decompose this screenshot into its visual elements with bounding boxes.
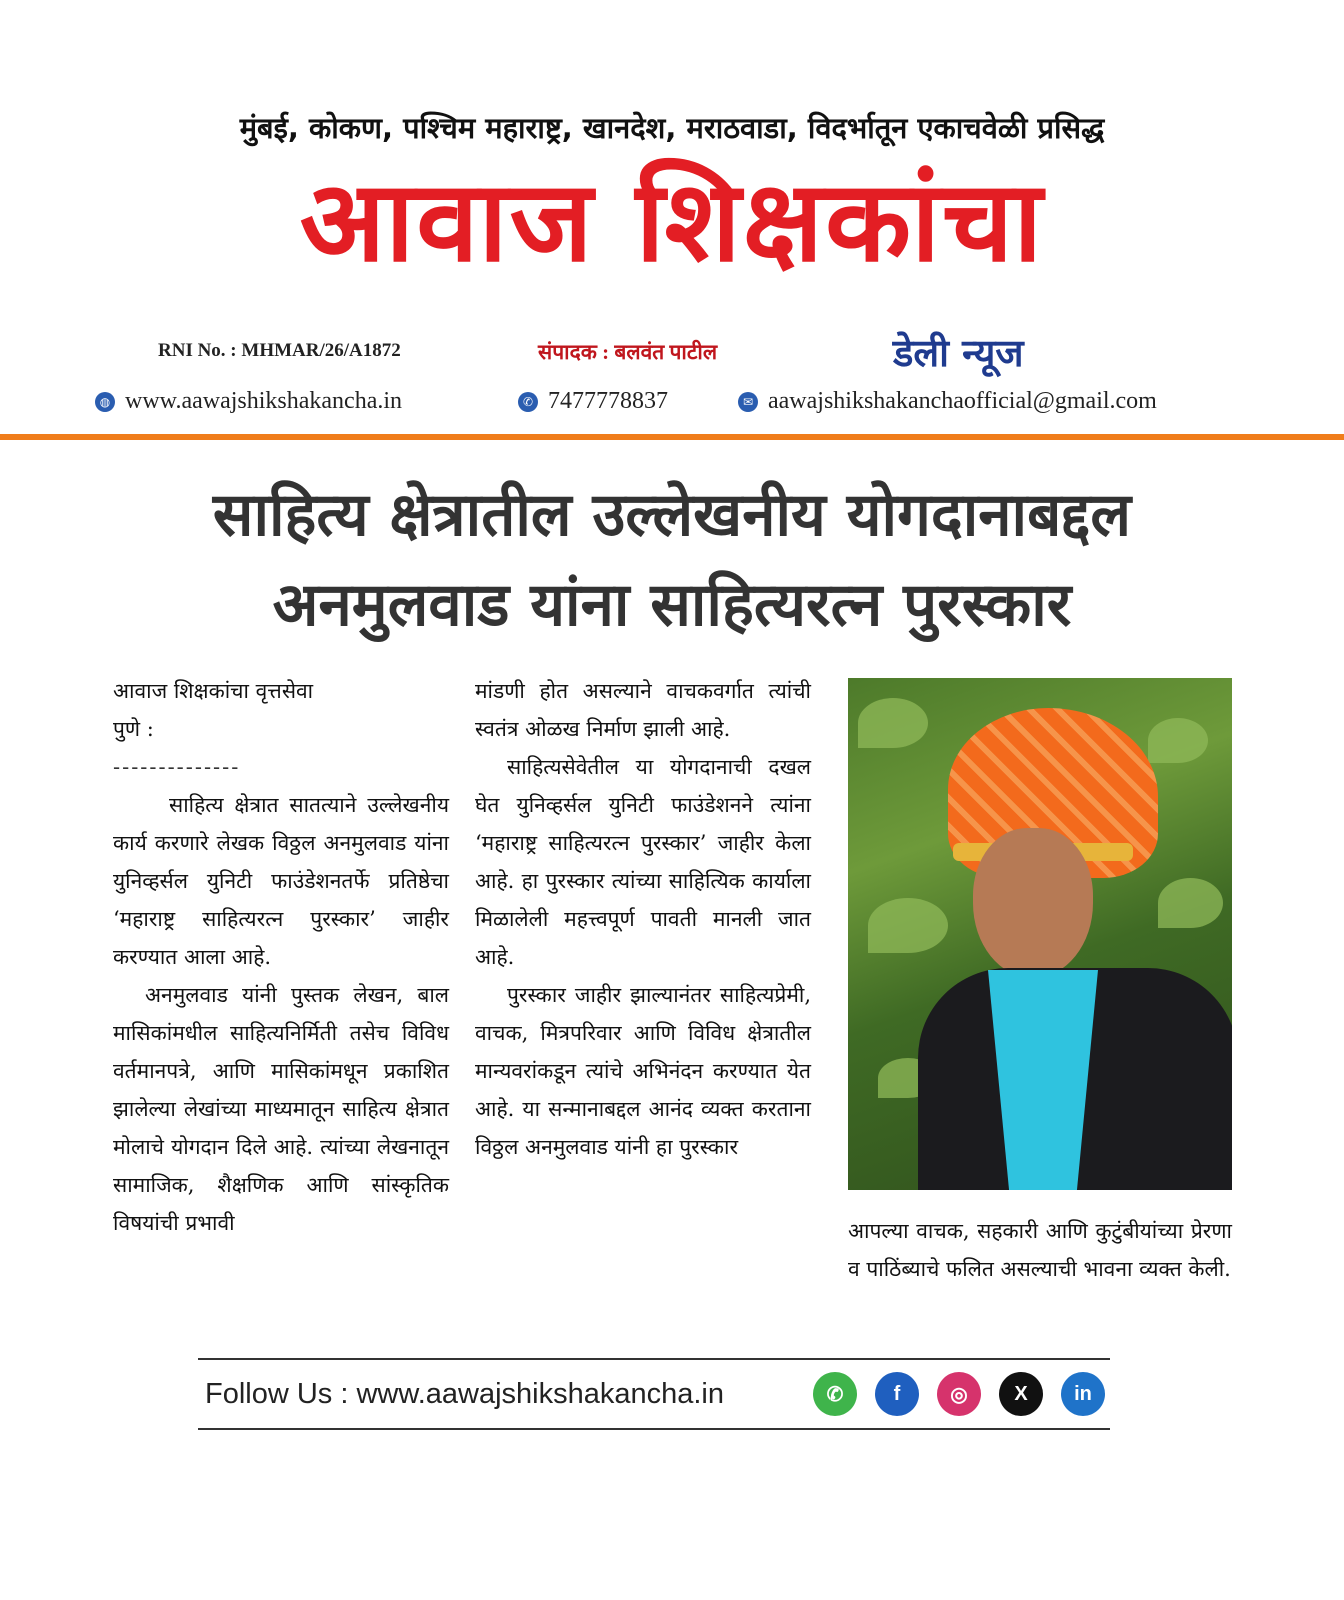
paragraph: पुरस्कार जाहीर झाल्यानंतर साहित्यप्रेमी, वाचक, मित्रपरिवार आणि विविध क्षेत्रातील मान्यवरांकडून त्यांचे अभिनंदन करण्यात येत आहे. या सन्मानाबद्दल आनंद व्यक्त करताना विठ्ठल अनमुलवाड यांनी हा पुरस्कार	[475, 983, 811, 1159]
phone-icon: ✆	[518, 392, 538, 412]
email-contact[interactable]	[738, 388, 1157, 415]
globe-icon: ◍	[95, 392, 115, 412]
facebook-icon[interactable]: f	[875, 1372, 919, 1416]
tagline: मुंबई, कोकण, पश्चिम महाराष्ट्र, खानदेश, मराठवाडा, विदर्भातून एकाचवेळी प्रसिद्ध	[239, 111, 1105, 145]
article-column-3	[848, 1212, 1232, 1288]
footer-bottom-rule	[198, 1428, 1110, 1430]
phone-contact[interactable]	[518, 388, 668, 415]
editor-name: संपादक : बलवंत पाटील	[538, 340, 718, 364]
contact-row	[0, 388, 1344, 422]
x-icon[interactable]: X	[999, 1372, 1043, 1416]
article-column-1	[113, 672, 449, 1242]
email-icon: ✉	[738, 392, 758, 412]
whatsapp-icon[interactable]: ✆	[813, 1372, 857, 1416]
separator: --------------	[113, 755, 241, 779]
header-divider	[0, 434, 1344, 440]
footer-bar	[205, 1366, 1105, 1422]
article-column-2	[475, 672, 811, 1166]
paragraph: साहित्य क्षेत्रात सातत्याने उल्लेखनीय कार्य करणारे लेखक विठ्ठल अनमुलवाड यांना युनिव्हर्सल युनिटी फाउंडेशनतर्फे प्रतिष्ठेचा ‘महाराष्ट्र साहित्यरत्न पुरस्कार’ जाहीर करण्यात आला आहे.	[113, 793, 449, 969]
paragraph: आपल्या वाचक, सहकारी आणि कुटुंबीयांच्या प्रेरणा व पाठिंब्याचे फलित असल्याची भावना व्यक्त केली.	[848, 1219, 1232, 1281]
email-address[interactable]: aawajshikshakanchaofficial@gmail.com	[768, 388, 1157, 414]
social-icons	[813, 1372, 1105, 1416]
footer-top-rule	[198, 1358, 1110, 1360]
linkedin-icon[interactable]: in	[1061, 1372, 1105, 1416]
instagram-icon[interactable]: ◎	[937, 1372, 981, 1416]
headline-line-2: अनमुलवाड यांना साहित्यरत्न पुरस्कार	[272, 570, 1072, 640]
news-source: आवाज शिक्षकांचा वृत्तसेवा	[113, 679, 314, 703]
headline-line-1: साहित्य क्षेत्रातील उल्लेखनीय योगदानाबद्दल	[212, 480, 1132, 550]
edition-label: डेली न्यूज	[893, 331, 1024, 375]
article-headline	[0, 470, 1344, 650]
dateline: पुणे :	[113, 717, 154, 741]
face	[973, 828, 1093, 978]
website-contact[interactable]	[95, 388, 402, 415]
masthead-title: आवाज शिक्षकांचा	[299, 157, 1045, 287]
phone-number[interactable]: 7477778837	[548, 388, 668, 414]
paragraph: साहित्यसेवेतील या योगदानाची दखल घेत युनिव्हर्सल युनिटी फाउंडेशनने त्यांना ‘महाराष्ट्र साहित्यरत्न पुरस्कार’ जाहीर केला आहे. हा पुरस्कार त्यांच्या साहित्यिक कार्याला मिळालेली महत्त्वपूर्ण पावती मानली जात आहे.	[475, 755, 811, 969]
website-link[interactable]: www.aawajshikshakancha.in	[125, 388, 403, 414]
follow-us-text[interactable]: Follow Us : www.aawajshikshakancha.in	[205, 1377, 724, 1410]
author-photo	[848, 678, 1232, 1190]
paragraph: अनमुलवाड यांनी पुस्तक लेखन, बाल मासिकांमधील साहित्यनिर्मिती तसेच विविध वर्तमानपत्रे, आणि मासिकांमधून प्रकाशित झालेल्या लेखांच्या माध्यमातून साहित्य क्षेत्रात मोलाचे योगदान दिले आहे. त्यांच्या लेखनातून सामाजिक, शैक्षणिक आणि सांस्कृतिक विषयांची प्रभावी	[113, 983, 449, 1235]
paragraph: मांडणी होत असल्याने वाचकवर्गात त्यांची स्वतंत्र ओळख निर्माण झाली आहे.	[475, 679, 811, 741]
rni-number: RNI No. : MHMAR/26/A1872	[158, 340, 401, 361]
